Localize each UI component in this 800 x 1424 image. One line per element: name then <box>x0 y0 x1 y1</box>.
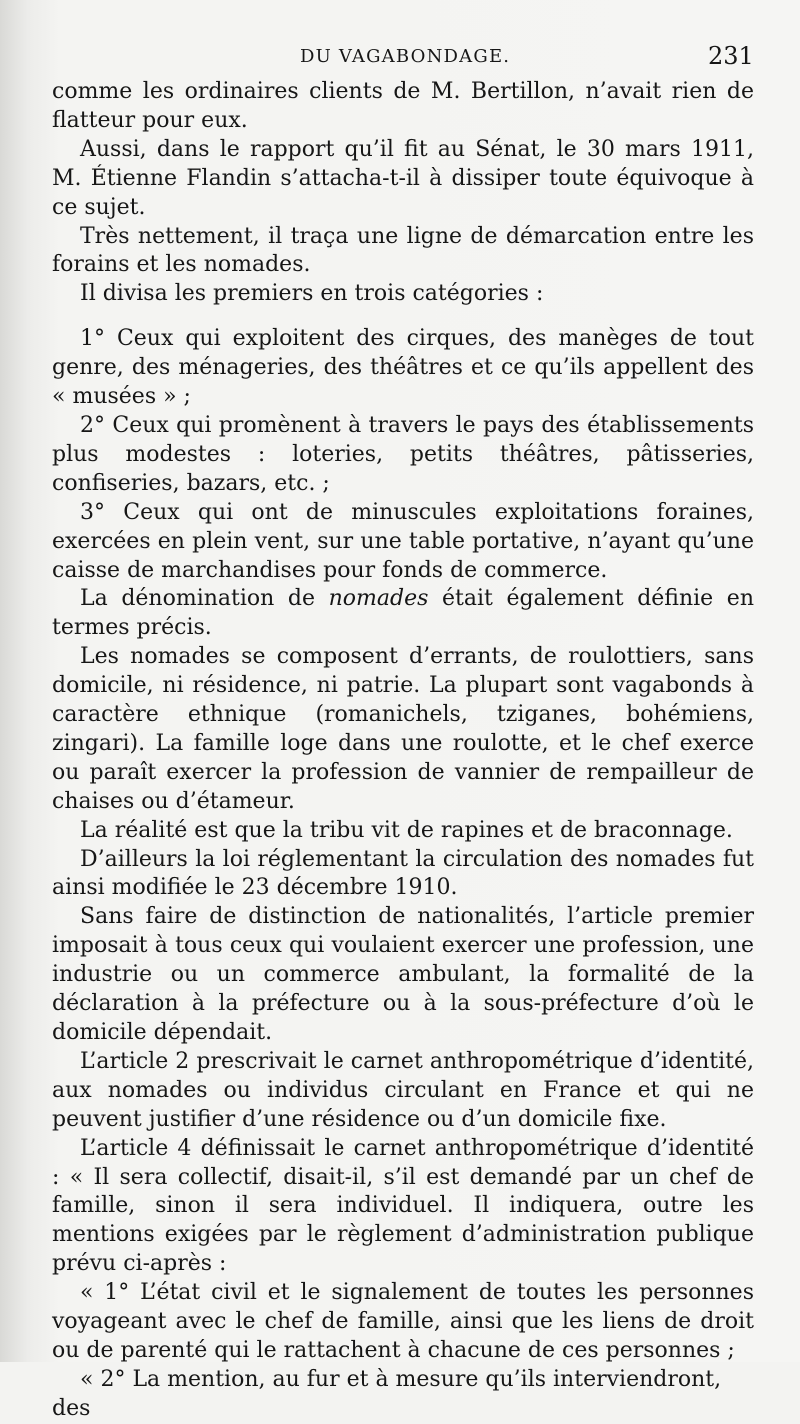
paragraph: D’ailleurs la loi réglementant la circulation des nomades fut ainsi modifiée le 23 décembre 1910. <box>52 846 754 901</box>
emphasis-term: nomades <box>328 586 429 612</box>
paragraph: Aussi, dans le rapport qu’il fit au Sénat, le 30 mars 1911, M. Étienne Flandin s’attacha-t-il à dissiper toute équivoque à ce sujet. <box>52 136 754 220</box>
quoted-item-2: « 2° La mention, au fur et à mesure qu’ils interviendront, des <box>52 1366 722 1421</box>
paragraph: Très nettement, il traça une ligne de démarcation entre les forains et les nomades. <box>52 223 754 278</box>
paragraph: Sans faire de distinction de nationalités, l’article premier imposait à tous ceux qui voulaient exercer une profession, une industrie ou un commerce ambulant, la formalité de la déclaration à la préfecture ou à la sous-préfecture d’où le domicile dépendait. <box>52 904 754 1045</box>
text-run: était également définie en termes précis. <box>52 586 754 641</box>
paragraph-nomades-definition <box>52 585 754 643</box>
body-text <box>52 78 754 1424</box>
paragraph: Il divisa les premiers en trois catégories : <box>80 281 544 307</box>
paragraph-continuation: comme les ordinaires clients de M. Bertillon, n’avait rien de flatteur pour eux. <box>52 79 754 133</box>
paragraph: L’article 4 définissait le carnet anthropométrique d’identité : « Il sera collectif, disait-il, s’il est demandé par un chef de famille, sinon il sera individuel. Il indiquera, outre les mentions exigées par le règlement d’administration publique prévu ci-après : <box>52 1135 754 1277</box>
list-item-2: 2° Ceux qui promènent à travers le pays des établissements plus modestes : loteries, petits théâtres, pâtisseries, confiseries, bazars, etc. ; <box>52 412 754 496</box>
paragraph: L’article 2 prescrivait le carnet anthropométrique d’identité, aux nomades ou individus circulant en France et qui ne peuvent justifier d’une résidence ou d’un domicile fixe. <box>52 1048 754 1132</box>
paragraph: Les nomades se composent d’errants, de roulottiers, sans domicile, ni résidence, ni patrie. La plupart sont vagabonds à caractère ethnique (romanichels, tziganes, bohémiens, zingari). La famille loge dans une roulotte, et le chef exerce ou paraît exercer la profession de vannier de rempailleur de chaises ou d’étameur. <box>52 644 754 814</box>
list-item-1: 1° Ceux qui exploitent des cirques, des manèges de tout genre, des ménageries, des théâtres et ce qu’ils appellent des « musées » ; <box>52 326 754 410</box>
page-header <box>0 40 800 80</box>
running-title: DU VAGABONDAGE. <box>300 46 511 67</box>
paragraph: La réalité est que la tribu vit de rapines et de braconnage. <box>80 817 733 843</box>
text-run: La dénomination de <box>80 586 329 612</box>
quoted-item-1: « 1° L’état civil et le signalement de toutes les personnes voyageant avec le chef de famille, ainsi que les liens de droit ou de parenté qui le rattachent à chacune de ces personnes ; <box>52 1280 754 1363</box>
list-item-3: 3° Ceux qui ont de minuscules exploitations foraines, exercées en plein vent, sur une table portative, n’ayant qu’une caisse de marchandises pour fonds de commerce. <box>52 499 754 583</box>
page-number: 231 <box>708 42 754 70</box>
